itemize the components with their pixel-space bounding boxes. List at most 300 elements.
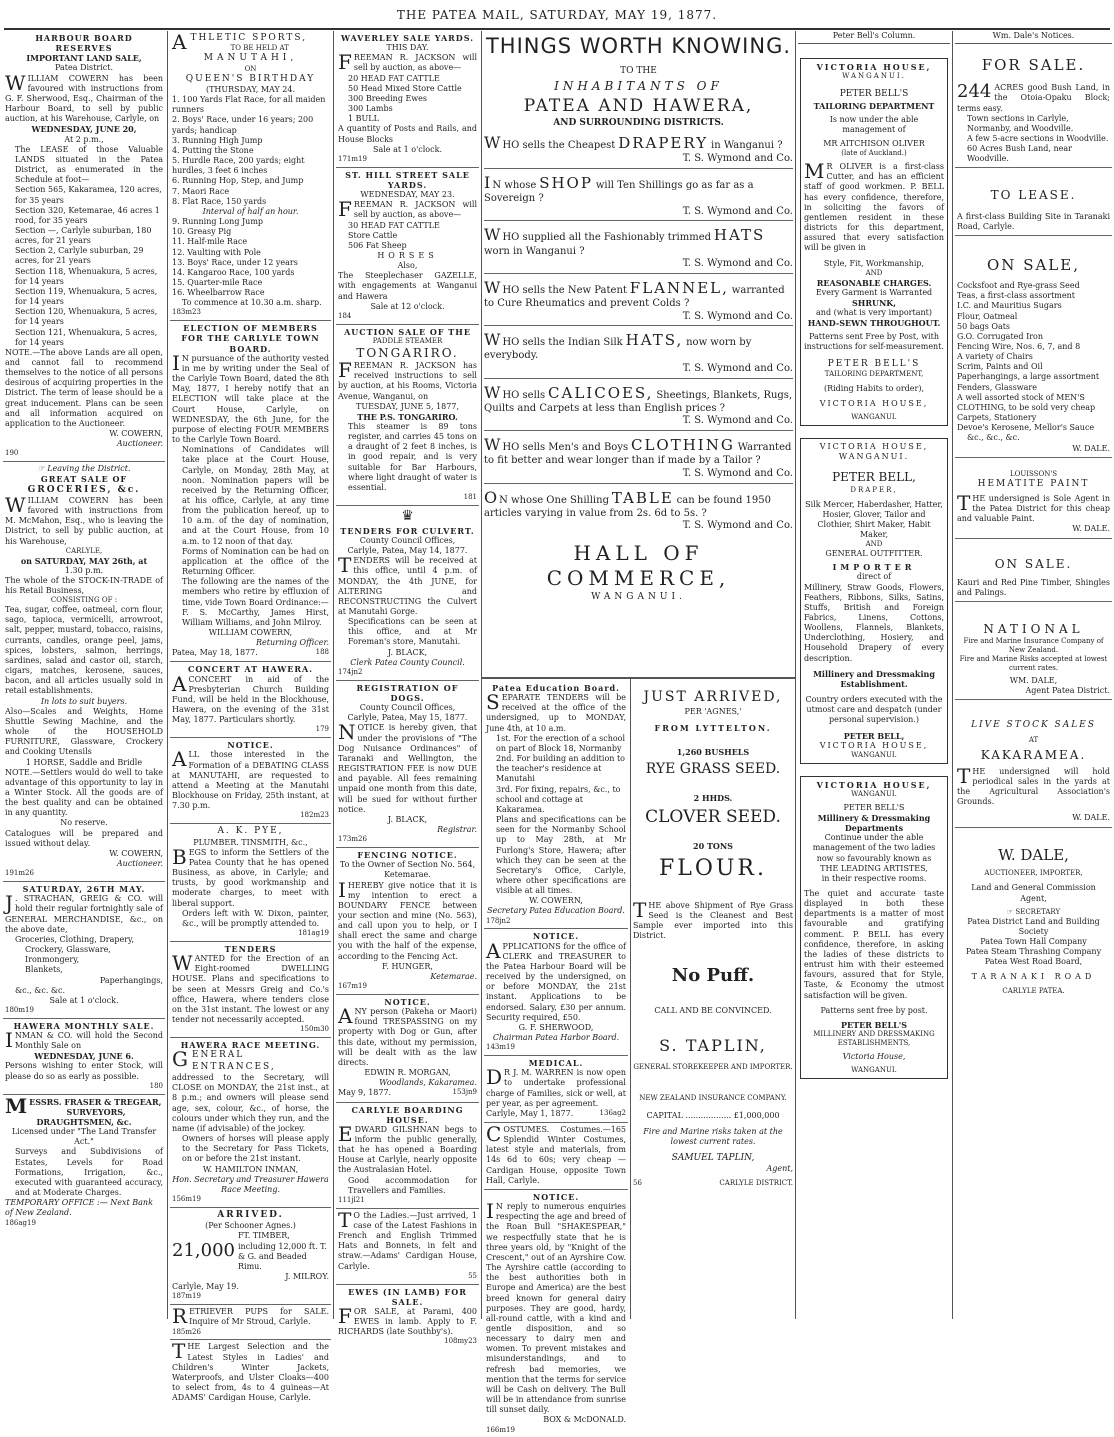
ad-role: Woodlands, Kakaramea. xyxy=(379,1078,477,1088)
ad-body: and (what is very important) xyxy=(816,308,932,318)
drop-cap: G xyxy=(172,1047,190,1072)
firm-name: T. S. Wymond and Co. xyxy=(484,206,793,222)
drop-cap: N xyxy=(338,720,356,745)
ad-ref: 186ag19 xyxy=(5,1218,36,1227)
ad-body: OSTUMES. Costumes.—165 Splendid Winter Costumes, latest style and materials, from 14s 6d to 60s; very cheap —Cardigan House, opposite Town Hall, Carlyle. xyxy=(486,1125,626,1185)
list-item: Blankets, xyxy=(25,965,63,975)
ad-subheading: IMPORTANT LAND SALE, xyxy=(26,53,142,64)
drop-cap: A xyxy=(172,30,189,54)
ad-body: Patterns sent Free by Post, with instructions for self-measurement. xyxy=(804,332,944,352)
drop-cap: R xyxy=(172,1304,188,1329)
drop-cap: O xyxy=(484,487,498,507)
ad-tenders-culvert xyxy=(336,506,479,681)
ad-ref: 111jl21 xyxy=(338,1195,365,1204)
ad-place: CARLYLE DISTRICT. xyxy=(719,1178,793,1187)
column-6 xyxy=(955,31,1112,1319)
ad-title: GROCERIES, &c. xyxy=(27,484,141,495)
event-item: 10. Greasy Pig xyxy=(172,227,232,237)
ad-body: The Steeplechaser GAZELLE, with engagements at Wanganui and Hawera xyxy=(338,271,477,301)
list-item: 300 Breeding Ewes xyxy=(348,93,428,103)
ad-dale-on-sale xyxy=(955,236,1112,458)
ad-place: PATEA AND HAWERA, xyxy=(523,96,754,117)
ad-body: ACRES good Bush Land, in the Otoia-Opaku Block; terms easy. xyxy=(957,83,1110,113)
question-text: HO sells xyxy=(502,389,546,401)
drop-cap: W xyxy=(172,951,193,976)
drop-cap: A xyxy=(172,671,187,696)
section-item: Section —, Carlyle suburban, 180 acres, for 21 years xyxy=(15,225,152,246)
list-item: A well assorted stock of MEN'S CLOTHING, to be sold very cheap xyxy=(957,392,1096,412)
question-text: HO supplied all the Fashionably trimmed xyxy=(502,232,712,244)
ad-signature: W. HAMILTON INMAN, xyxy=(202,1164,299,1174)
drop-cap: W xyxy=(484,277,501,297)
list-item: 50 bags Oats xyxy=(957,321,1011,331)
question-block xyxy=(484,331,793,378)
things-worth-knowing-ad xyxy=(484,31,793,674)
ad-place: WANGANUI. xyxy=(851,750,897,759)
ad-body: Catalogues will be prepared and issued without delay. xyxy=(5,828,163,848)
ad-signature: SAMUEL TAPLIN, xyxy=(671,1153,755,1163)
section-item: Section 118, Whenuakura, 5 acres, for 14 years xyxy=(15,266,158,286)
firm-name: T. S. Wymond and Co. xyxy=(484,415,793,431)
column-rule xyxy=(481,31,482,1319)
question-keyword: DRAPERY xyxy=(618,134,709,153)
ad-date: May 9, 1877. xyxy=(338,1088,392,1098)
section-item: Section 119, Whenuakura, 5 acres, for 14 years xyxy=(15,286,158,307)
goods-list: Tea, sugar, coffee, oatmeal, corn flour, sago, tapioca, vermicelli, arrowroot, salt, pepper, mustard, tobacco, raisins, currants, candles, orange peel, jams, spices, lobsters, salmon, herrings, sardines, salad and castor oil, starch, cigars, matches, kerosene, sauces, bacon, and all articles usually sold in retail establishments. xyxy=(5,605,163,696)
ad-signature: WILLIAM COWERN, xyxy=(208,628,293,638)
ad-signature: W. DALE. xyxy=(1072,524,1110,534)
ad-heading: TENDERS xyxy=(224,943,277,954)
ad-subheading: HAND-SEWN THROUGHOUT. xyxy=(807,318,941,329)
question-text: Sheetings, Blankets, Rugs, Quilts and Carpets at less than English prices ? xyxy=(484,389,793,414)
ad-heading: NEW ZEALAND INSURANCE COMPANY. xyxy=(639,1093,787,1102)
ad-heading: SATURDAY, 26TH MAY. xyxy=(22,884,146,895)
ad-title: ENERAL ENTRANCES, xyxy=(191,1050,276,1072)
ad-title: THINGS WORTH KNOWING. xyxy=(485,34,792,58)
section-item: Section 565, Kakaramea, 120 acres, for 35 years xyxy=(15,185,162,205)
ad-body: ILLIAM COWERN has been favored with instructions from M. McMahon, Esq., who is leaving the District, to sell by public auction, at his Warehouse, xyxy=(5,496,163,546)
ad-note: NOTE.—Settlers would do well to take advantage of this opportunity to lay in a Winter Stock. All the goods are of the best quality and can be obtained in any quantity. xyxy=(5,767,163,818)
ad-place: County Council Offices, xyxy=(359,703,456,713)
product: CLOVER SEED. xyxy=(645,807,781,828)
event-item: 1. 100 Yards Flat Race, for all maiden runners xyxy=(172,95,326,115)
column-rule xyxy=(167,31,168,1319)
royal-crest-icon: ♛ xyxy=(401,507,414,524)
ad-timber-arrived xyxy=(170,1208,331,1305)
ad-date: TUESDAY, JUNE 5, 1877, xyxy=(355,401,459,411)
ad-body: HE undersigned is Sole Agent in the Patea District for this cheap and valuable Paint. xyxy=(957,494,1110,524)
ad-body: CALL AND BE CONVINCED. xyxy=(654,1006,772,1016)
ad-groceries-sale xyxy=(3,462,165,882)
ad-subheading: THIS DAY. xyxy=(386,43,429,53)
section-item: Section 320, Ketemarae, 46 acres 1 rood, for 35 years xyxy=(15,205,160,225)
drop-cap: J xyxy=(5,891,14,916)
ad-role: Agent, xyxy=(766,1164,793,1174)
ad-subheading: AUCTIONEER, IMPORTER, xyxy=(984,868,1083,877)
ad-body: Kauri and Red Pine Timber, Shingles and Palings. xyxy=(957,577,1110,598)
ad-title: ESSRS. FRASER & TREGEAR, xyxy=(29,1096,162,1107)
list-item: G.O. Corrugated Iron xyxy=(957,331,1044,341)
ad-title: S. TAPLIN, xyxy=(659,1036,767,1056)
ad-heading: NOTICE. xyxy=(384,996,431,1007)
ad-subheading: GENERAL STOREKEEPER AND IMPORTER. xyxy=(633,1062,793,1071)
drop-cap: F xyxy=(338,358,352,383)
list-item: 1st. For the erection of a school on part of Block 18, Normanby xyxy=(496,733,626,753)
ad-body: Persons wishing to enter Stock, will please do so as early as possible. xyxy=(5,1061,163,1081)
drop-cap: I xyxy=(5,1028,13,1053)
ad-body: AND xyxy=(865,268,883,277)
ad-subheading: AT xyxy=(1028,735,1039,744)
ad-bull-notice xyxy=(484,1190,628,1437)
list-item: Ironmongery, xyxy=(25,955,80,965)
ad-date: Carlyle, Patea, May 14, 1877. xyxy=(347,546,468,556)
ad-live-stock-sales xyxy=(955,700,1112,827)
section-item: Section 2, Carlyle suburban, 29 acres, for 21 years xyxy=(15,246,144,266)
firm-name: T. S. Wymond and Co. xyxy=(484,258,793,274)
question-text: will Ten Shillings go as far as a Sovereign ? xyxy=(484,180,754,205)
ad-signature: G. F. SHERWOOD, xyxy=(518,1022,594,1032)
list-item: Fenders, Glassware xyxy=(957,382,1037,392)
question-keyword: CLOTHING xyxy=(630,436,735,455)
ad-time: To commence at 10.30 a.m. sharp. xyxy=(182,298,322,308)
ad-body: OTICE is hereby given, that under the provisions of "The Dog Nuisance Ordinances" of Taranaki and Wellington, the REGISTRATION FEE is now DUE and payable. All fees remaining unpaid one month from this date, will be sued for without further notice. xyxy=(338,723,477,814)
ad-body: DWARD GILSHNAN begs to inform the public generally, that he has opened a Boarding House at Carlyle, nearly opposite the Australasian Hotel. xyxy=(338,1124,477,1175)
question-keyword: HATS, xyxy=(625,331,684,350)
ad-tongariro-sale xyxy=(336,325,479,506)
ad-fraser-tregear xyxy=(3,1095,165,1231)
ad-signature: BOX & McDONALD. xyxy=(543,1415,626,1425)
ad-date: WEDNESDAY, JUNE 20, xyxy=(31,124,137,135)
ad-subheading: PADDLE STEAMER xyxy=(372,336,443,345)
ad-title: JUST ARRIVED, xyxy=(643,689,783,705)
ad-ewes-sale xyxy=(336,1285,479,1350)
ad-winter-jackets xyxy=(170,1340,331,1406)
ad-body: Millinery, Straw Goods, Flowers, Feathers, Ribbons, Silks, Satins, Stuffs, British and Foreign Fabrics, Linens, Cottons, Woollens, Flannels, Blankets, Underclothing, Hosiery, and Household Drapery of every description. xyxy=(804,582,944,663)
ad-ref: 143m19 xyxy=(486,1043,515,1052)
question-text: Warranted to fit better and wear longer than if made by a Tailor ? xyxy=(484,442,792,467)
ad-heading: PETER BELL'S xyxy=(827,358,921,369)
ad-body: in their respective rooms. xyxy=(821,873,927,883)
drop-cap: I xyxy=(172,350,180,375)
drop-cap: D xyxy=(486,1065,503,1090)
ad-body: TEMPORARY OFFICE :— Next Bank of New Zealand. xyxy=(5,1198,153,1218)
ad-body: R J. M. WARREN is now open to undertake professional charge of Families, sick or well, at per year, as per agreement. xyxy=(486,1068,626,1108)
masthead-rule xyxy=(4,28,1110,30)
ad-place: Patea District. xyxy=(55,63,113,73)
ad-hawera-race xyxy=(170,1038,331,1208)
ad-tenders-house xyxy=(170,942,331,1038)
ad-body: REEMAN R. JACKSON will sell by auction, as above— xyxy=(353,200,477,220)
ad-body: N reply to numerous enquiries respecting the age and breed of the Roan Bull "SHAKESPEAR," we respectfully state that he is three years old, by "Knight of the Crescent," out of an Ayrshire Cow. The Ayrshire cattle (according to the best authorities both in Europe and America) are the best breed known for general dairy purposes. They are good, hardy, all-round cattle, with a kind and gentle disposition, and so necessary to dairy men and women. To prevent mistakes and misunderstandings, and to refresh bad memories, we mention that the terms for service will be Cash on delivery. The Bull will be in attendance from sunrise till sunset daily. xyxy=(486,1202,626,1415)
question-text: warranted to Cure Rheumatics and prevent Colds ? xyxy=(484,284,785,309)
ad-body: A quantity of Posts and Rails, and House Blocks xyxy=(338,124,477,144)
ad-ref: 171m19 xyxy=(338,154,367,163)
ad-signature: W. DALE. xyxy=(1072,813,1110,823)
list-item: 20 HEAD FAT CATTLE xyxy=(348,73,440,83)
ad-title: LIVE STOCK SALES xyxy=(971,720,1096,731)
ad-body: (late of Auckland.) xyxy=(841,149,907,158)
list-item: 506 Fat Sheep xyxy=(348,240,407,250)
ad-heading: CARLYLE BOARDING HOUSE. xyxy=(351,1104,464,1125)
ad-waverley-sale xyxy=(336,31,479,168)
drop-cap: I xyxy=(338,877,346,902)
ad-ref: 179 xyxy=(315,725,329,734)
question-keyword: TABLE xyxy=(611,488,674,507)
ad-signature: WM. DALE, xyxy=(1009,675,1058,685)
ad-body: REEMAN R. JACKSON has received instructions to sell by auction, at his Rooms, Victoria Avenue, Wanganui, on xyxy=(338,361,477,401)
ad-subheading: INHABITANTS OF xyxy=(554,79,723,94)
ad-title: W. DALE, xyxy=(998,845,1069,864)
ad-heading: ELECTION OF MEMBERS FOR THE CARLYLE TOWN BOARD. xyxy=(181,323,320,354)
question-text: can be found 1950 articles varying in value from 2s. 6d to 5s. ? xyxy=(484,494,771,519)
ad-ref: 187m19 xyxy=(172,1292,201,1301)
ad-ref: 190 xyxy=(5,449,19,458)
ad-title: VICTORIA HOUSE, xyxy=(819,399,929,409)
ad-signature: W. COWERN, xyxy=(529,896,583,906)
drop-cap: S xyxy=(486,690,500,715)
drop-cap: W xyxy=(484,225,501,245)
ad-body: R OLIVER is a first-class Cutter, and has an efficient staff of good workmen. P. BELL has every confidence, therefore, in soliciting the favors of gentlemen resident in these districts for this department, assured that every satisfaction will be given in xyxy=(804,162,944,253)
ad-ref: 181 xyxy=(463,493,477,502)
ad-body: A first-class Building Site in Taranaki Road, Carlyle. xyxy=(957,211,1110,231)
ad-body: Orders left with W. Dixon, painter, &c., will be promptly attended to. xyxy=(182,908,329,928)
drop-cap: W xyxy=(484,435,501,455)
ad-body: Silk Mercer, Haberdasher, Hatter, Hosier, Glover, Tailor and Clothier, Shirt Maker, Habit Maker, xyxy=(805,499,943,540)
list-item: 30 HEAD FAT CATTLE xyxy=(348,220,440,230)
ad-body: Also, xyxy=(397,261,418,271)
ad-subheading: TAILORING DEPARTMENT, xyxy=(824,370,924,379)
ad-peter-bell-tailoring xyxy=(800,58,948,426)
drop-cap: M xyxy=(5,1093,28,1118)
ad-place: WANGANUI. xyxy=(842,72,906,81)
ad-signature: J. MILROY. xyxy=(285,1272,329,1282)
ad-body: Town sections in Carlyle, Normanby, and Woodville. xyxy=(967,113,1074,133)
list-item: Devoe's Kerosene, Mellor's Sauce xyxy=(957,423,1095,433)
ad-heading: PETER BELL, xyxy=(832,470,916,485)
event-item: 7. Maori Race xyxy=(172,186,230,196)
event-item: 16. Wheelbarrow Race xyxy=(172,288,265,298)
ad-dale-to-lease xyxy=(955,168,1112,236)
event-item: 12. Vaulting with Pole xyxy=(172,247,261,257)
drop-cap: E xyxy=(338,1121,353,1146)
list-item: Cocksfoot and Rye-grass Seed xyxy=(957,281,1080,291)
ad-subheading: PER 'AGNES,' xyxy=(684,706,742,716)
ad-body: No reserve. xyxy=(60,818,108,828)
list-item: 3rd. For fixing, repairs, &c., to school and cottage at Kakaramea. xyxy=(496,784,621,814)
ad-date: Carlyle, May 1, 1877. xyxy=(486,1108,574,1118)
ad-body: EGS to inform the Settlers of the Patea County that he has opened Business, as above, in Carlyle; and trusts, by good workmanship and moderate charges, to meet with liberal support. xyxy=(172,847,329,908)
list-item: Teas, a first-class assortment xyxy=(957,291,1075,301)
ad-note: NOTE.—The above Lands are all open, and cannot fail to recommend themselves to the notice of all persons desirous of acquiring properties in the District. The term of lease should be a great inducement. Plans can be seen and all information acquired on application to the Auctioneer. xyxy=(5,347,163,428)
ad-body: Is now under the able management of xyxy=(829,114,919,134)
drop-cap: W xyxy=(484,133,501,153)
ad-subheading: THE LEADING ARTISTES, xyxy=(820,863,928,873)
ad-subheading: REASONABLE CHARGES. xyxy=(816,277,932,288)
ad-banner: Leaving the District. xyxy=(47,464,131,474)
ad-body: Fire and Marine Risks accepted at lowest current rates. xyxy=(959,655,1108,673)
ad-body: N pursuance of the authority vested in me by writing under the Seal of the Carlyle Town Board, dated the 8th May, 1877, I hereby notify that an ELECTION will take place at the Court House, Carlyle, on WEDNESDAY, the 6th June, for the purpose of electing FOUR MEMBERS to the Carlyle Town Board. xyxy=(172,353,329,445)
ad-subheading: TAILORING DEPARTMENT xyxy=(813,100,935,111)
ad-body: Continue under the able management of the two ladies now so favourably known as xyxy=(812,833,936,863)
ad-heading: AUCTION SALE OF THE xyxy=(344,326,471,337)
manager-name: MR AITCHISON OLIVER xyxy=(823,139,925,149)
question-block xyxy=(484,384,793,431)
ad-body: ANTED for the Erection of an Eight-roomed DWELLING HOUSE. Plans and specifications to be seen at Messrs Greig and Co.'s office, Hawera, where tenders close on the 31st instant. The lowest or any tender not necessarily accepted. xyxy=(172,954,329,1025)
ad-debating-class xyxy=(170,738,331,824)
ad-ref: 180m19 xyxy=(5,1005,34,1014)
list-item: Flour, Oatmeal xyxy=(957,311,1018,321)
question-keyword: FLANNEL, xyxy=(629,278,729,297)
ad-body: OR SALE, at Parami, 400 EWES in lamb. Apply to F. RICHARDS (late Southby's). xyxy=(338,1306,477,1337)
list-item: Patea West Road Board, xyxy=(984,957,1083,967)
ad-trespass-notice xyxy=(336,995,479,1103)
list-item: Store Cattle xyxy=(348,230,398,240)
list-item: 300 Lambs xyxy=(348,104,393,114)
ad-role: Registrar. xyxy=(437,825,477,834)
ad-ref: 167m19 xyxy=(338,982,367,991)
ad-title: VICTORIA HOUSE, xyxy=(819,740,929,750)
ad-heading: Patea Education Board. xyxy=(492,683,620,693)
quantity: 1,260 BUSHELS xyxy=(676,747,750,758)
ad-ref: 182m23 xyxy=(300,811,329,820)
column-heading: Wm. Dale's Notices. xyxy=(955,31,1112,44)
list-item: Patea District Land and Building Society xyxy=(967,916,1100,936)
ad-heading: CONCERT AT HAWERA. xyxy=(188,664,313,675)
section-list xyxy=(5,185,163,348)
quantity: 20 TONS xyxy=(693,840,733,851)
ad-role: Chairman Patea Harbor Board. xyxy=(492,1033,620,1043)
ad-heading: PETER BELL'S xyxy=(839,89,909,100)
drop-cap: T xyxy=(338,1207,352,1232)
ad-body: Owners of horses will please apply to the Secretary for Pass Tickets, on or before the 21st instant. xyxy=(182,1134,329,1164)
ad-ref: 108my23 xyxy=(444,1337,477,1346)
acreage-number: 244 xyxy=(957,81,992,103)
ad-ref: 183m23 xyxy=(172,308,201,317)
ad-body: ENDERS will be received at this office, until 4 p.m. of MONDAY, the 4th JUNE, for ALTERING and RECONSTRUCTING the Culvert at Manutahi Gorge. xyxy=(338,556,477,616)
drop-cap: M xyxy=(804,159,825,184)
ad-town-board-election xyxy=(170,321,331,662)
ad-place: CARLYLE PATEA. xyxy=(1002,986,1065,995)
ad-title: VICTORIA HOUSE, xyxy=(816,779,932,790)
ad-body: CAPITAL .................. £1,000,000 xyxy=(646,1110,780,1120)
ad-body: Land and General Commission Agent, xyxy=(971,883,1096,903)
ad-education-board xyxy=(484,681,628,929)
ad-heading: ST. HILL STREET SALE YARDS. xyxy=(345,169,470,190)
column-2 xyxy=(170,30,331,1403)
ad-st-hill-sale xyxy=(336,168,479,325)
ad-date: Carlyle, May 19. xyxy=(172,1282,239,1292)
ad-heading: HAWERA MONTHLY SALE. xyxy=(13,1020,155,1031)
product: FLOUR. xyxy=(658,855,767,881)
column-rule xyxy=(952,31,953,1319)
ad-subheading: LOUISSON'S xyxy=(1009,469,1058,478)
ad-role: Secretary Patea Education Board. xyxy=(487,906,625,916)
ad-hawera-monthly-sale xyxy=(3,1019,165,1095)
event-item: 3. Running High Jump xyxy=(172,135,263,145)
drop-cap: T xyxy=(633,897,647,922)
ad-place: WANGANUI. xyxy=(591,591,686,602)
column-4b xyxy=(484,681,628,1434)
list-item: Patea Steam Thrashing Company xyxy=(965,947,1102,957)
ad-time: Sale at 12 o'clock. xyxy=(370,301,445,311)
section-item: Section 121, Whenuakura, 5 acres, for 14 years xyxy=(15,327,158,347)
ad-ref: 184 xyxy=(338,311,352,320)
question-text: HO sells the Indian Silk xyxy=(502,337,623,349)
ad-costumes xyxy=(484,1123,628,1190)
ad-body: Fire and Marine risks taken at the lowest current rates. xyxy=(643,1126,783,1146)
ad-place: CARLYLE, xyxy=(65,546,103,555)
question-text: worn in Wanganui ? xyxy=(484,245,585,257)
ad-body: 60 Acres Bush Land, near Woodville. xyxy=(967,144,1072,164)
ad-body: The LEASE of those Valuable LANDS situated in the Patea District, as enumerated in the Schedule at foot— xyxy=(15,144,163,185)
section-rule xyxy=(482,677,795,679)
ad-signature: W. COWERN, xyxy=(109,429,163,439)
ad-time: 1.30 p.m. xyxy=(64,565,104,575)
ad-place: WANGANUI. xyxy=(851,789,897,798)
ad-date: WEDNESDAY, JUNE 6. xyxy=(34,1051,134,1062)
ad-subheading: PLUMBER. TINSMITH, &c., xyxy=(193,837,308,847)
ad-heading: NOTICE. xyxy=(532,1191,580,1202)
ad-title: TONGARIRO. xyxy=(356,345,459,360)
drop-cap: T xyxy=(338,553,352,578)
ad-title: ON SALE, xyxy=(987,256,1080,274)
column-heading: Peter Bell's Column. xyxy=(798,31,950,44)
ad-title: TO LEASE. xyxy=(990,188,1077,203)
drop-cap: F xyxy=(338,197,352,222)
ad-body: Also—Scales and Weights, Home Shuttle Sewing Machine, and the whole of the HOUSEHOLD FURNITURE, Glassware, Crockery and Cooking Utensils xyxy=(5,706,163,757)
list-item: 50 Head Mixed Store Cattle xyxy=(348,83,462,93)
ad-role: Auctioneer. xyxy=(116,859,163,869)
hand-pointer-icon: ☞ xyxy=(37,464,45,474)
ad-ref: 174jn2 xyxy=(338,667,363,676)
ad-note: Interval of half an hour. xyxy=(202,206,299,216)
ad-role: Returning Officer. xyxy=(256,638,329,648)
ad-w-dale-card xyxy=(955,828,1112,999)
ad-body: Surveys and Subdivisions of Estates, Levels for Road Formations, Irrigation, &c., executed with guaranteed accuracy, and at Moderate Charges. xyxy=(15,1147,163,1198)
ad-title: ON SALE. xyxy=(994,556,1073,571)
ad-heading: FENCING NOTICE. xyxy=(357,850,458,861)
ad-place: TARANAKI ROAD xyxy=(971,972,1096,982)
ad-title: VICTORIA HOUSE, xyxy=(819,442,929,452)
ad-body: Country orders executed with the utmost care and despatch (under personal supervision.) xyxy=(805,695,943,725)
event-item: 8. Flat Race, 150 yards xyxy=(172,196,267,206)
question-block xyxy=(484,134,793,169)
ad-title: Victoria House, xyxy=(842,1051,906,1061)
drop-cap: T xyxy=(957,763,971,788)
ad-body: Every Garment is Warranted xyxy=(815,287,933,297)
list-item: Fencing Wire, Nos. 6, 7, and 8 xyxy=(957,341,1081,351)
ad-subheading: SECRETARY xyxy=(1015,907,1061,916)
column-rule xyxy=(630,679,631,1319)
firm-name: T. S. Wymond and Co. xyxy=(484,153,793,169)
ad-body: 1 HORSE, Saddle and Bridle xyxy=(25,757,143,767)
ad-body: A few 5-acre sections in Woodville. xyxy=(967,133,1109,143)
ad-peter-bell-draper xyxy=(800,438,948,764)
quantity: 2 HHDS. xyxy=(693,793,733,803)
ad-body: NY person (Pakeha or Maori) found TRESPASSING on my property with Dog or Gun, after this date, without my permission, will be dealt with as the law directs. xyxy=(338,1007,477,1067)
ad-ref: 55 xyxy=(468,1271,477,1280)
list-item: &c., &c. &c. xyxy=(15,985,66,995)
event-item: 5. Hurdle Race, 200 yards; eight hurdles, 3 feet 6 inches xyxy=(172,156,305,176)
list-item: Paperhangings, a large assortment xyxy=(957,372,1100,382)
ad-body: The quiet and accurate taste displayed in both these departments is a matter of most favourable and gratifying comment. P. BELL has every confidence, therefore, in asking the ladies of these districts to entrust him with their esteemed favours, assured that for Style, Taste, & Economy the utmost satisfaction will be given. xyxy=(804,889,944,1000)
ad-body: In lots to suit buyers. xyxy=(40,696,128,706)
ad-body: EPARATE TENDERS will be received at the office of the undersigned, up to MONDAY, June 4th, at 10 a.m. xyxy=(486,693,626,733)
ad-ref: 178jn2 xyxy=(486,916,511,925)
ad-fencing-notice xyxy=(336,848,479,995)
ad-subheading: MILLINERY AND DRESSMAKING ESTABLISHMENTS, xyxy=(813,1030,935,1047)
list-item: Carpets, Stationery xyxy=(957,413,1037,423)
